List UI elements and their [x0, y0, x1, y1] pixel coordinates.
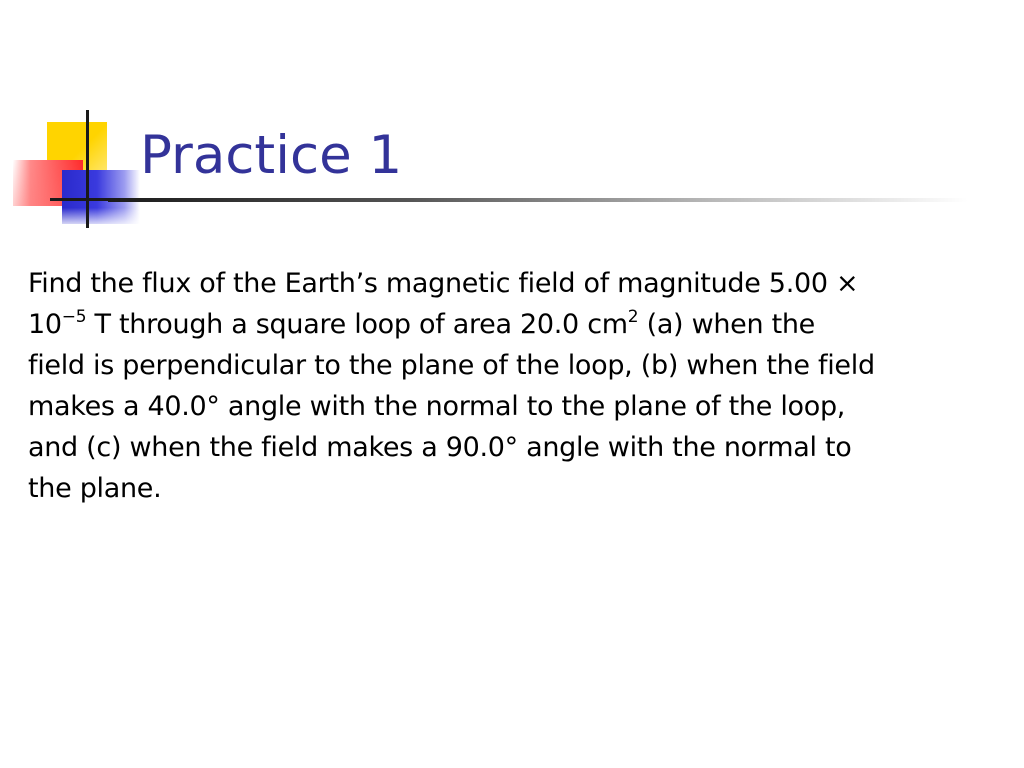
exponent: −5 — [61, 307, 87, 327]
slide-title: Practice 1 — [140, 125, 403, 186]
horizontal-line-decoration — [50, 198, 110, 201]
title-underline — [108, 198, 968, 202]
problem-line-2: $10^{-5}$ T through a square loop of area 20.0 $cm^2$ (a) when the — [28, 307, 815, 340]
vertical-line-decoration — [86, 110, 89, 228]
problem-line-6: the plane. — [28, 473, 162, 504]
problem-text — [28, 263, 1008, 509]
problem-line-1: Find the flux of the Earth’s magnetic field of magnitude 5.00 × — [28, 268, 859, 299]
corner-decoration — [0, 0, 180, 240]
exponent: 2 — [627, 307, 639, 327]
problem-line-5: and (c) when the field makes a 90.0° angle with the normal to — [28, 432, 852, 463]
problem-line-4: makes a 40.0° angle with the normal to the plane of the loop, — [28, 391, 846, 422]
problem-line-3: field is perpendicular to the plane of the loop, (b) when the field — [28, 350, 875, 381]
